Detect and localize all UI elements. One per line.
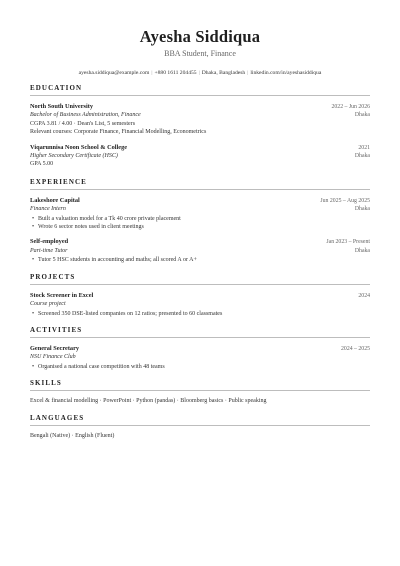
bullet-item: • Tutor 5 HSC students in accounting and maths; all scored A or A+: [38, 256, 370, 264]
contact-separator: |: [151, 70, 153, 76]
entry-dates: Jun 2025 – Aug 2025: [320, 197, 370, 204]
bullet-list: [30, 256, 370, 264]
section-title-education: EDUCATION: [30, 84, 370, 96]
entry-role: Course project: [30, 301, 66, 308]
candidate-name: Ayesha Siddiqua: [139, 27, 261, 46]
skills-list: Excel & financial modelling · PowerPoint · Python (pandas) · Bloomberg basics · Public speaking: [30, 398, 267, 405]
contact-linkedin[interactable]: linkedin.com/in/ayeshasiddiqua: [250, 70, 322, 76]
entry-detail: CGPA 3.81 / 4.00 · Dean's List, 5 semesters: [30, 120, 136, 127]
entry-role: Higher Secondary Certificate (HSC): [30, 153, 118, 160]
experience-entry: [30, 197, 370, 232]
entry-dates: 2024 – 2025: [341, 345, 370, 352]
entry-location: Dhaka: [354, 153, 370, 160]
entry-role: Part-time Tutor: [30, 247, 68, 254]
bullet-list: [30, 310, 370, 318]
bullet-item: • Built a valuation model for a Tk 40 crore private placement: [38, 215, 370, 223]
candidate-tagline: BBA Student, Finance: [164, 49, 236, 58]
bullet-item: • Wrote 6 sector notes used in client meetings: [38, 223, 370, 231]
section-title-languages: LANGUAGES: [30, 414, 370, 426]
entry-org: North South University: [30, 103, 93, 110]
languages-list: Bengali (Native) · English (Fluent): [30, 432, 115, 439]
section-title-skills: SKILLS: [30, 379, 370, 391]
contact-email[interactable]: ayesha.siddiqua@example.com: [78, 70, 150, 76]
section-title-activities: ACTIVITIES: [30, 326, 370, 338]
entry-org: General Secretary: [30, 344, 80, 352]
contact-phone[interactable]: +880 1611 204455: [154, 70, 197, 76]
contact-separator: |: [247, 70, 249, 76]
entry-dates: 2022 – Jun 2026: [331, 104, 370, 110]
bullet-list: [30, 215, 370, 232]
entry-dates: 2021: [358, 144, 370, 151]
bullet-list: [30, 363, 370, 371]
entry-org: Lakeshore Capital: [30, 196, 80, 204]
section-title-projects: PROJECTS: [30, 273, 370, 285]
entry-role: NSU Finance Club: [30, 354, 76, 361]
experience-entry: [30, 238, 370, 264]
entry-org: Stock Screener in Excel: [30, 291, 94, 299]
contact-separator: |: [198, 70, 200, 76]
contact-location: Dhaka, Bangladesh: [201, 70, 246, 76]
contact-line: [30, 69, 370, 77]
activity-entry: [30, 345, 370, 371]
entry-dates: Jan 2023 – Present: [326, 239, 370, 246]
bullet-item: • Screened 350 DSE-listed companies on 12 ratios; presented to 60 classmates: [38, 310, 370, 318]
section-title-experience: EXPERIENCE: [30, 178, 370, 190]
education-entry: [30, 144, 370, 169]
project-entry: [30, 292, 370, 318]
entry-org: Self-employed: [30, 238, 69, 246]
entry-role: Bachelor of Business Administration, Finance: [30, 112, 141, 119]
bullet-item: • Organised a national case competition with 48 teams: [38, 363, 370, 371]
entry-role: Finance Intern: [30, 206, 66, 213]
entry-org: Viqarunnisa Noon School & College: [30, 143, 128, 151]
entry-detail: Relevant courses: Corporate Finance, Financial Modelling, Econometrics: [30, 129, 207, 136]
entry-location: Dhaka: [354, 206, 370, 213]
entry-location: Dhaka: [354, 247, 370, 254]
entry-detail: GPA 5.00: [30, 161, 54, 168]
education-entry: [30, 103, 370, 137]
entry-location: Dhaka: [354, 112, 370, 119]
entry-dates: 2024: [358, 292, 370, 299]
